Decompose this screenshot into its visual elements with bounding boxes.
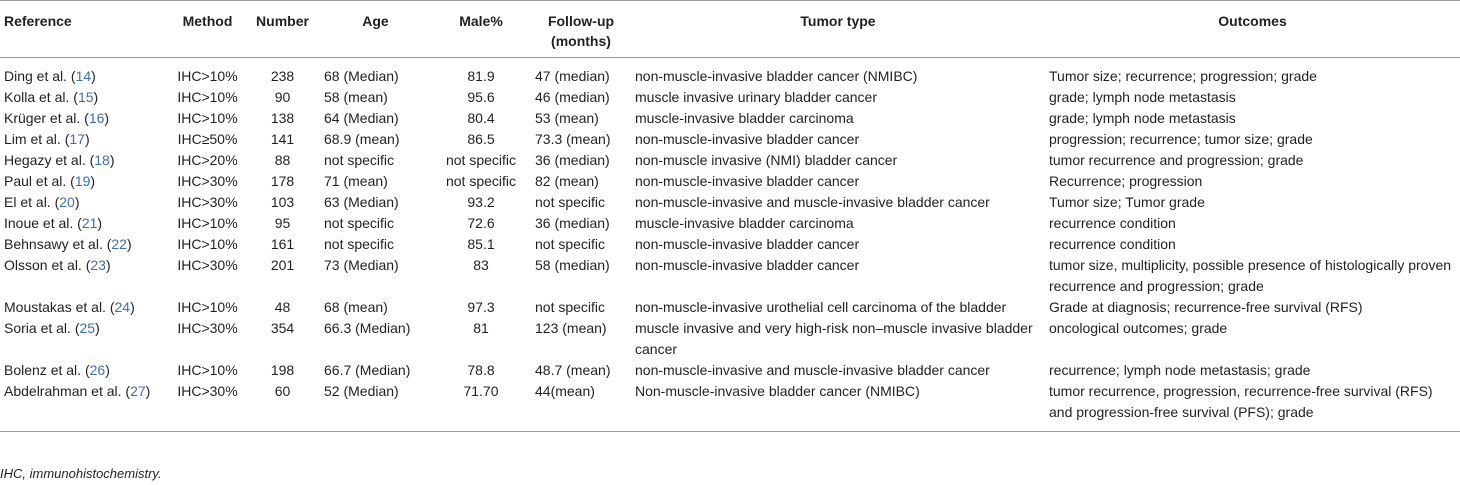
table-row — [0, 192, 1460, 213]
table-row — [0, 297, 1460, 318]
citation-link[interactable]: 16 — [88, 110, 105, 126]
cell-number: 60 — [245, 381, 320, 432]
table-row — [0, 87, 1460, 108]
cell-tumor-type: non-muscle-invasive bladder cancer — [635, 173, 860, 189]
reference-close-paren: ) — [95, 320, 100, 336]
cell-tumor-type: non-muscle invasive (NMI) bladder cancer — [635, 152, 898, 168]
reference-close-paren: ) — [109, 152, 115, 168]
cell-male-percent: 83 — [473, 257, 489, 273]
reference-close-paren: ) — [126, 236, 132, 252]
cell-method: IHC>10% — [177, 236, 238, 252]
cell-reference — [0, 129, 170, 150]
table-row — [0, 150, 1460, 171]
reference-author: Paul et al. ( — [4, 173, 75, 189]
cell-number: 138 — [270, 110, 295, 126]
cell-male-percent: not specific — [445, 152, 517, 168]
cell-followup: 44(mean) — [531, 381, 631, 432]
cell-male-percent: 80.4 — [467, 110, 495, 126]
reference-close-paren: ) — [91, 68, 96, 84]
header-method: Method — [170, 1, 245, 58]
cell-followup: 82 (mean) — [535, 173, 599, 189]
citation-link[interactable]: 26 — [89, 362, 106, 378]
table-row — [0, 360, 1460, 381]
cell-age: 52 (Median) — [320, 381, 431, 432]
citation-link[interactable]: 21 — [81, 215, 98, 231]
citation-link[interactable]: 24 — [114, 299, 131, 315]
cell-method: IHC>10% — [177, 362, 238, 378]
cell-male-percent: 81 — [473, 320, 489, 336]
reference-close-paren: ) — [145, 383, 151, 399]
cell-outcomes: recurrence condition — [1049, 215, 1176, 231]
reference-close-paren: ) — [105, 362, 110, 378]
cell-method: IHC>10% — [177, 68, 238, 84]
table-body — [0, 58, 1460, 432]
reference-author: Hegazy et al. ( — [4, 152, 95, 168]
cell-reference — [0, 192, 170, 213]
cell-outcomes: tumor size, multiplicity, possible presence of histologically proven recurrence and progression; grade — [1049, 257, 1452, 294]
cell-tumor-type: non-muscle-invasive bladder cancer — [635, 236, 860, 252]
cell-reference — [0, 360, 170, 381]
cell-tumor-type: muscle invasive and very high-risk non–muscle invasive bladder cancer — [635, 320, 1033, 357]
cell-method: IHC>30% — [177, 320, 238, 336]
reference-author: Ding et al. ( — [4, 68, 76, 84]
reference-author: Bolenz et al. ( — [4, 362, 90, 378]
cell-male-percent: 85.1 — [467, 236, 495, 252]
cell-number: 161 — [270, 236, 295, 252]
table-footnote: IHC, immunohistochemistry. — [0, 466, 162, 481]
cell-reference — [0, 87, 170, 108]
cell-age: 66.7 (Median) — [324, 362, 411, 378]
cell-tumor-type: non-muscle-invasive urothelial cell carcinoma of the bladder — [635, 299, 1007, 315]
cell-number: 178 — [270, 173, 295, 189]
cell-tumor-type: muscle invasive urinary bladder cancer — [635, 89, 877, 105]
table-row — [0, 129, 1460, 150]
reference-author: Soria et al. ( — [4, 320, 80, 336]
cell-outcomes: recurrence; lymph node metastasis; grade — [1049, 362, 1311, 378]
cell-outcomes: oncological outcomes; grade — [1049, 320, 1228, 336]
cell-reference — [0, 297, 170, 318]
cell-outcomes: grade; lymph node metastasis — [1049, 110, 1236, 126]
reference-close-paren: ) — [90, 173, 96, 189]
header-followup: Follow-up (months) — [531, 1, 631, 58]
cell-tumor-type: muscle-invasive bladder carcinoma — [635, 215, 854, 231]
header-number: Number — [245, 1, 320, 58]
cell-age: not specific — [324, 236, 395, 252]
table-row — [0, 234, 1460, 255]
cell-followup: not specific — [535, 299, 606, 315]
table-row — [0, 381, 1460, 432]
cell-age: 68 (Median) — [324, 68, 399, 84]
citation-link[interactable]: 19 — [74, 173, 91, 189]
citation-link[interactable]: 27 — [130, 383, 146, 399]
table-row — [0, 318, 1460, 360]
cell-followup: 58 (median) — [535, 257, 610, 273]
cell-age: 63 (Median) — [324, 194, 399, 210]
cell-male-percent: 93.2 — [467, 194, 495, 210]
cell-followup: 73.3 (mean) — [535, 131, 611, 147]
cell-male-percent: 97.3 — [467, 299, 495, 315]
cell-method: IHC>10% — [177, 299, 238, 315]
cell-male-percent: 95.6 — [467, 89, 495, 105]
cell-number: 141 — [270, 131, 295, 147]
cell-outcomes: Grade at diagnosis; recurrence-free survival (RFS) — [1049, 299, 1363, 315]
cell-reference — [0, 234, 170, 255]
reference-close-paren: ) — [104, 110, 110, 126]
citation-link[interactable]: 23 — [90, 257, 106, 273]
cell-method: IHC>10% — [177, 89, 238, 105]
cell-male-percent: 81.9 — [467, 68, 495, 84]
cell-number: 238 — [270, 68, 295, 84]
cell-reference — [0, 255, 170, 297]
cell-reference — [0, 381, 170, 432]
cell-followup: not specific — [535, 236, 606, 252]
cell-method: IHC>20% — [177, 152, 238, 168]
cell-followup: 48.7 (mean) — [535, 362, 611, 378]
cell-reference — [0, 108, 170, 129]
cell-method: IHC>30% — [177, 194, 238, 210]
header-reference: Reference — [0, 1, 170, 58]
reference-close-paren: ) — [105, 257, 111, 273]
cell-outcomes: grade; lymph node metastasis — [1049, 89, 1236, 105]
citation-link[interactable]: 20 — [59, 194, 75, 210]
cell-outcomes: tumor recurrence, progression, recurrence-free survival (RFS) and progression-free survival (PFS); grade — [1045, 381, 1460, 432]
reference-close-paren: ) — [97, 215, 103, 231]
cell-outcomes: Recurrence; progression — [1049, 173, 1203, 189]
cell-tumor-type: non-muscle-invasive and muscle-invasive bladder cancer — [635, 194, 990, 210]
cell-method: IHC>30% — [177, 257, 238, 273]
cell-method: IHC>30% — [177, 173, 238, 189]
cell-followup: 53 (mean) — [535, 110, 599, 126]
cell-followup: 36 (median) — [535, 215, 610, 231]
cell-reference — [0, 58, 170, 88]
reference-close-paren: ) — [93, 89, 99, 105]
cell-followup: 47 (median) — [535, 68, 610, 84]
cell-followup: 46 (median) — [535, 89, 610, 105]
cell-reference — [0, 171, 170, 192]
reference-author: Krüger et al. ( — [4, 110, 89, 126]
cell-followup: 36 (median) — [535, 152, 610, 168]
reference-author: Olsson et al. ( — [4, 257, 91, 273]
cell-number: 95 — [274, 215, 291, 231]
cell-tumor-type: muscle-invasive bladder carcinoma — [635, 110, 854, 126]
citation-link[interactable]: 17 — [69, 131, 85, 147]
reference-author: Kolla et al. ( — [4, 89, 78, 105]
reference-author: Inoue et al. ( — [4, 215, 82, 231]
reference-author: Abdelrahman et al. ( — [4, 383, 131, 399]
cell-age: 68.9 (mean) — [324, 131, 400, 147]
cell-outcomes: progression; recurrence; tumor size; grade — [1049, 131, 1313, 147]
header-row — [0, 1, 1460, 58]
reference-author: Moustakas et al. ( — [4, 299, 115, 315]
cell-number: 88 — [274, 152, 291, 168]
cell-method: IHC>30% — [170, 381, 245, 432]
cell-male-percent: 86.5 — [467, 131, 495, 147]
cell-number: 103 — [270, 194, 295, 210]
cell-number: 90 — [274, 89, 291, 105]
citation-link[interactable]: 22 — [111, 236, 127, 252]
cell-tumor-type: non-muscle-invasive bladder cancer — [635, 257, 860, 273]
table-row — [0, 213, 1460, 234]
citation-link[interactable]: 18 — [94, 152, 110, 168]
cell-outcomes: Tumor size; recurrence; progression; grade — [1049, 68, 1317, 84]
cell-male-percent: 71.70 — [431, 381, 531, 432]
cell-male-percent: 78.8 — [467, 362, 495, 378]
cell-reference — [0, 150, 170, 171]
cell-method: IHC>10% — [177, 110, 238, 126]
cell-followup: not specific — [535, 194, 606, 210]
reference-author: Lim et al. ( — [4, 131, 70, 147]
header-male: Male% — [431, 1, 531, 58]
cell-outcomes: Tumor size; Tumor grade — [1049, 194, 1205, 210]
cell-age: not specific — [324, 152, 395, 168]
cell-tumor-type: Non-muscle-invasive bladder cancer (NMIBC) — [631, 381, 1045, 432]
citation-link[interactable]: 14 — [75, 68, 92, 84]
header-age: Age — [320, 1, 431, 58]
table-row — [0, 108, 1460, 129]
citation-link[interactable]: 15 — [77, 89, 94, 105]
cell-age: not specific — [324, 215, 395, 231]
cell-age: 64 (Median) — [324, 110, 399, 126]
cell-number: 48 — [274, 299, 291, 315]
cell-male-percent: not specific — [445, 173, 517, 189]
cell-tumor-type: non-muscle-invasive bladder cancer — [635, 131, 860, 147]
cell-followup: 123 (mean) — [535, 320, 607, 336]
cell-outcomes: recurrence condition — [1049, 236, 1176, 252]
header-tumor-type: Tumor type — [631, 1, 1045, 58]
citation-link[interactable]: 25 — [79, 320, 96, 336]
reference-author: El et al. ( — [4, 194, 60, 210]
cell-age: 73 (Median) — [324, 257, 399, 273]
reference-author: Behnsawy et al. ( — [4, 236, 112, 252]
table-row — [0, 171, 1460, 192]
header-outcomes: Outcomes — [1045, 1, 1460, 58]
cell-reference — [0, 213, 170, 234]
cell-age: 58 (mean) — [324, 89, 388, 105]
cell-method: IHC>10% — [177, 215, 238, 231]
reference-close-paren: ) — [74, 194, 80, 210]
cell-number: 201 — [270, 257, 295, 273]
cell-age: 71 (mean) — [324, 173, 388, 189]
cell-age: 66.3 (Median) — [324, 320, 411, 336]
cell-number: 354 — [270, 320, 295, 336]
cell-method: IHC≥50% — [177, 131, 238, 147]
cell-reference — [0, 318, 170, 360]
table-row — [0, 58, 1460, 88]
cell-male-percent: 72.6 — [467, 215, 495, 231]
cell-tumor-type: non-muscle-invasive bladder cancer (NMIBC) — [635, 68, 918, 84]
reference-close-paren: ) — [84, 131, 90, 147]
cell-tumor-type: non-muscle-invasive and muscle-invasive bladder cancer — [635, 362, 990, 378]
cell-age: 68 (mean) — [324, 299, 388, 315]
cell-number: 198 — [270, 362, 295, 378]
cell-outcomes: tumor recurrence and progression; grade — [1049, 152, 1304, 168]
table-row — [0, 255, 1460, 297]
reference-close-paren: ) — [130, 299, 135, 315]
